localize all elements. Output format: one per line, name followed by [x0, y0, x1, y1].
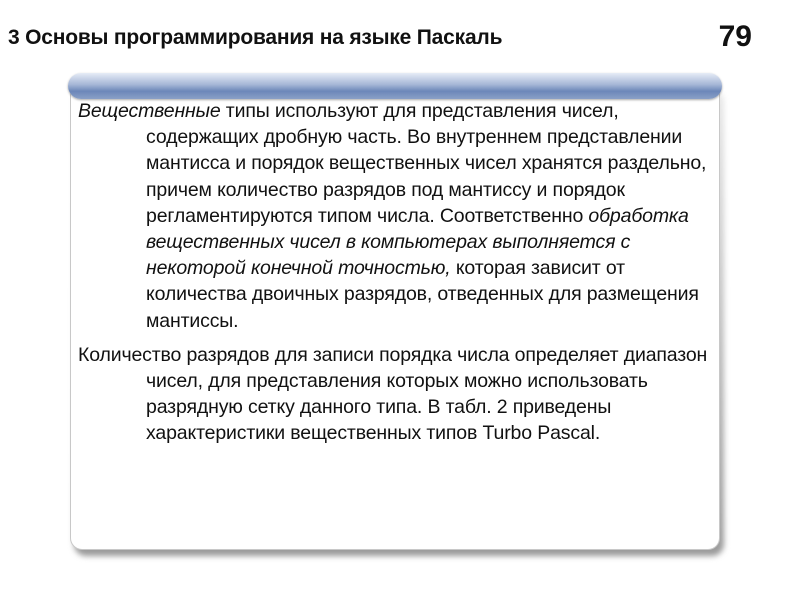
- emphasis-precision: обработка вещественных чисел в компьютерах выполняется с некоторой конечной точностью,: [146, 204, 689, 280]
- panel-title-bar: [68, 73, 722, 99]
- paragraph-text: которая зависит от количества двоичных разрядов, отведенных для размещения мантиссы.: [146, 257, 699, 332]
- paragraph-text: типы используют для представления чисел, содержащих дробную часть. Во внутреннем представлении мантисса и порядок вещественных чисел хранятся раздельно, причем количество разрядов под мантиссу и порядок регламентируются типом числа. Соответственно: [146, 100, 707, 227]
- term-real-types: Вещественные: [78, 100, 221, 122]
- panel-body: [78, 98, 710, 455]
- paragraph-real-types: [78, 98, 710, 334]
- page-number: 79: [718, 20, 752, 53]
- paragraph-exponent-range: Количество разрядов для записи порядка числа определяет диапазон чисел, для представления которых можно использовать разрядную сетку данного типа. В табл. 2 приведены характеристики вещественных типов Turbo Pascal.: [78, 343, 708, 445]
- page-header-title: 3 Основы программирования на языке Паскаль: [8, 26, 503, 49]
